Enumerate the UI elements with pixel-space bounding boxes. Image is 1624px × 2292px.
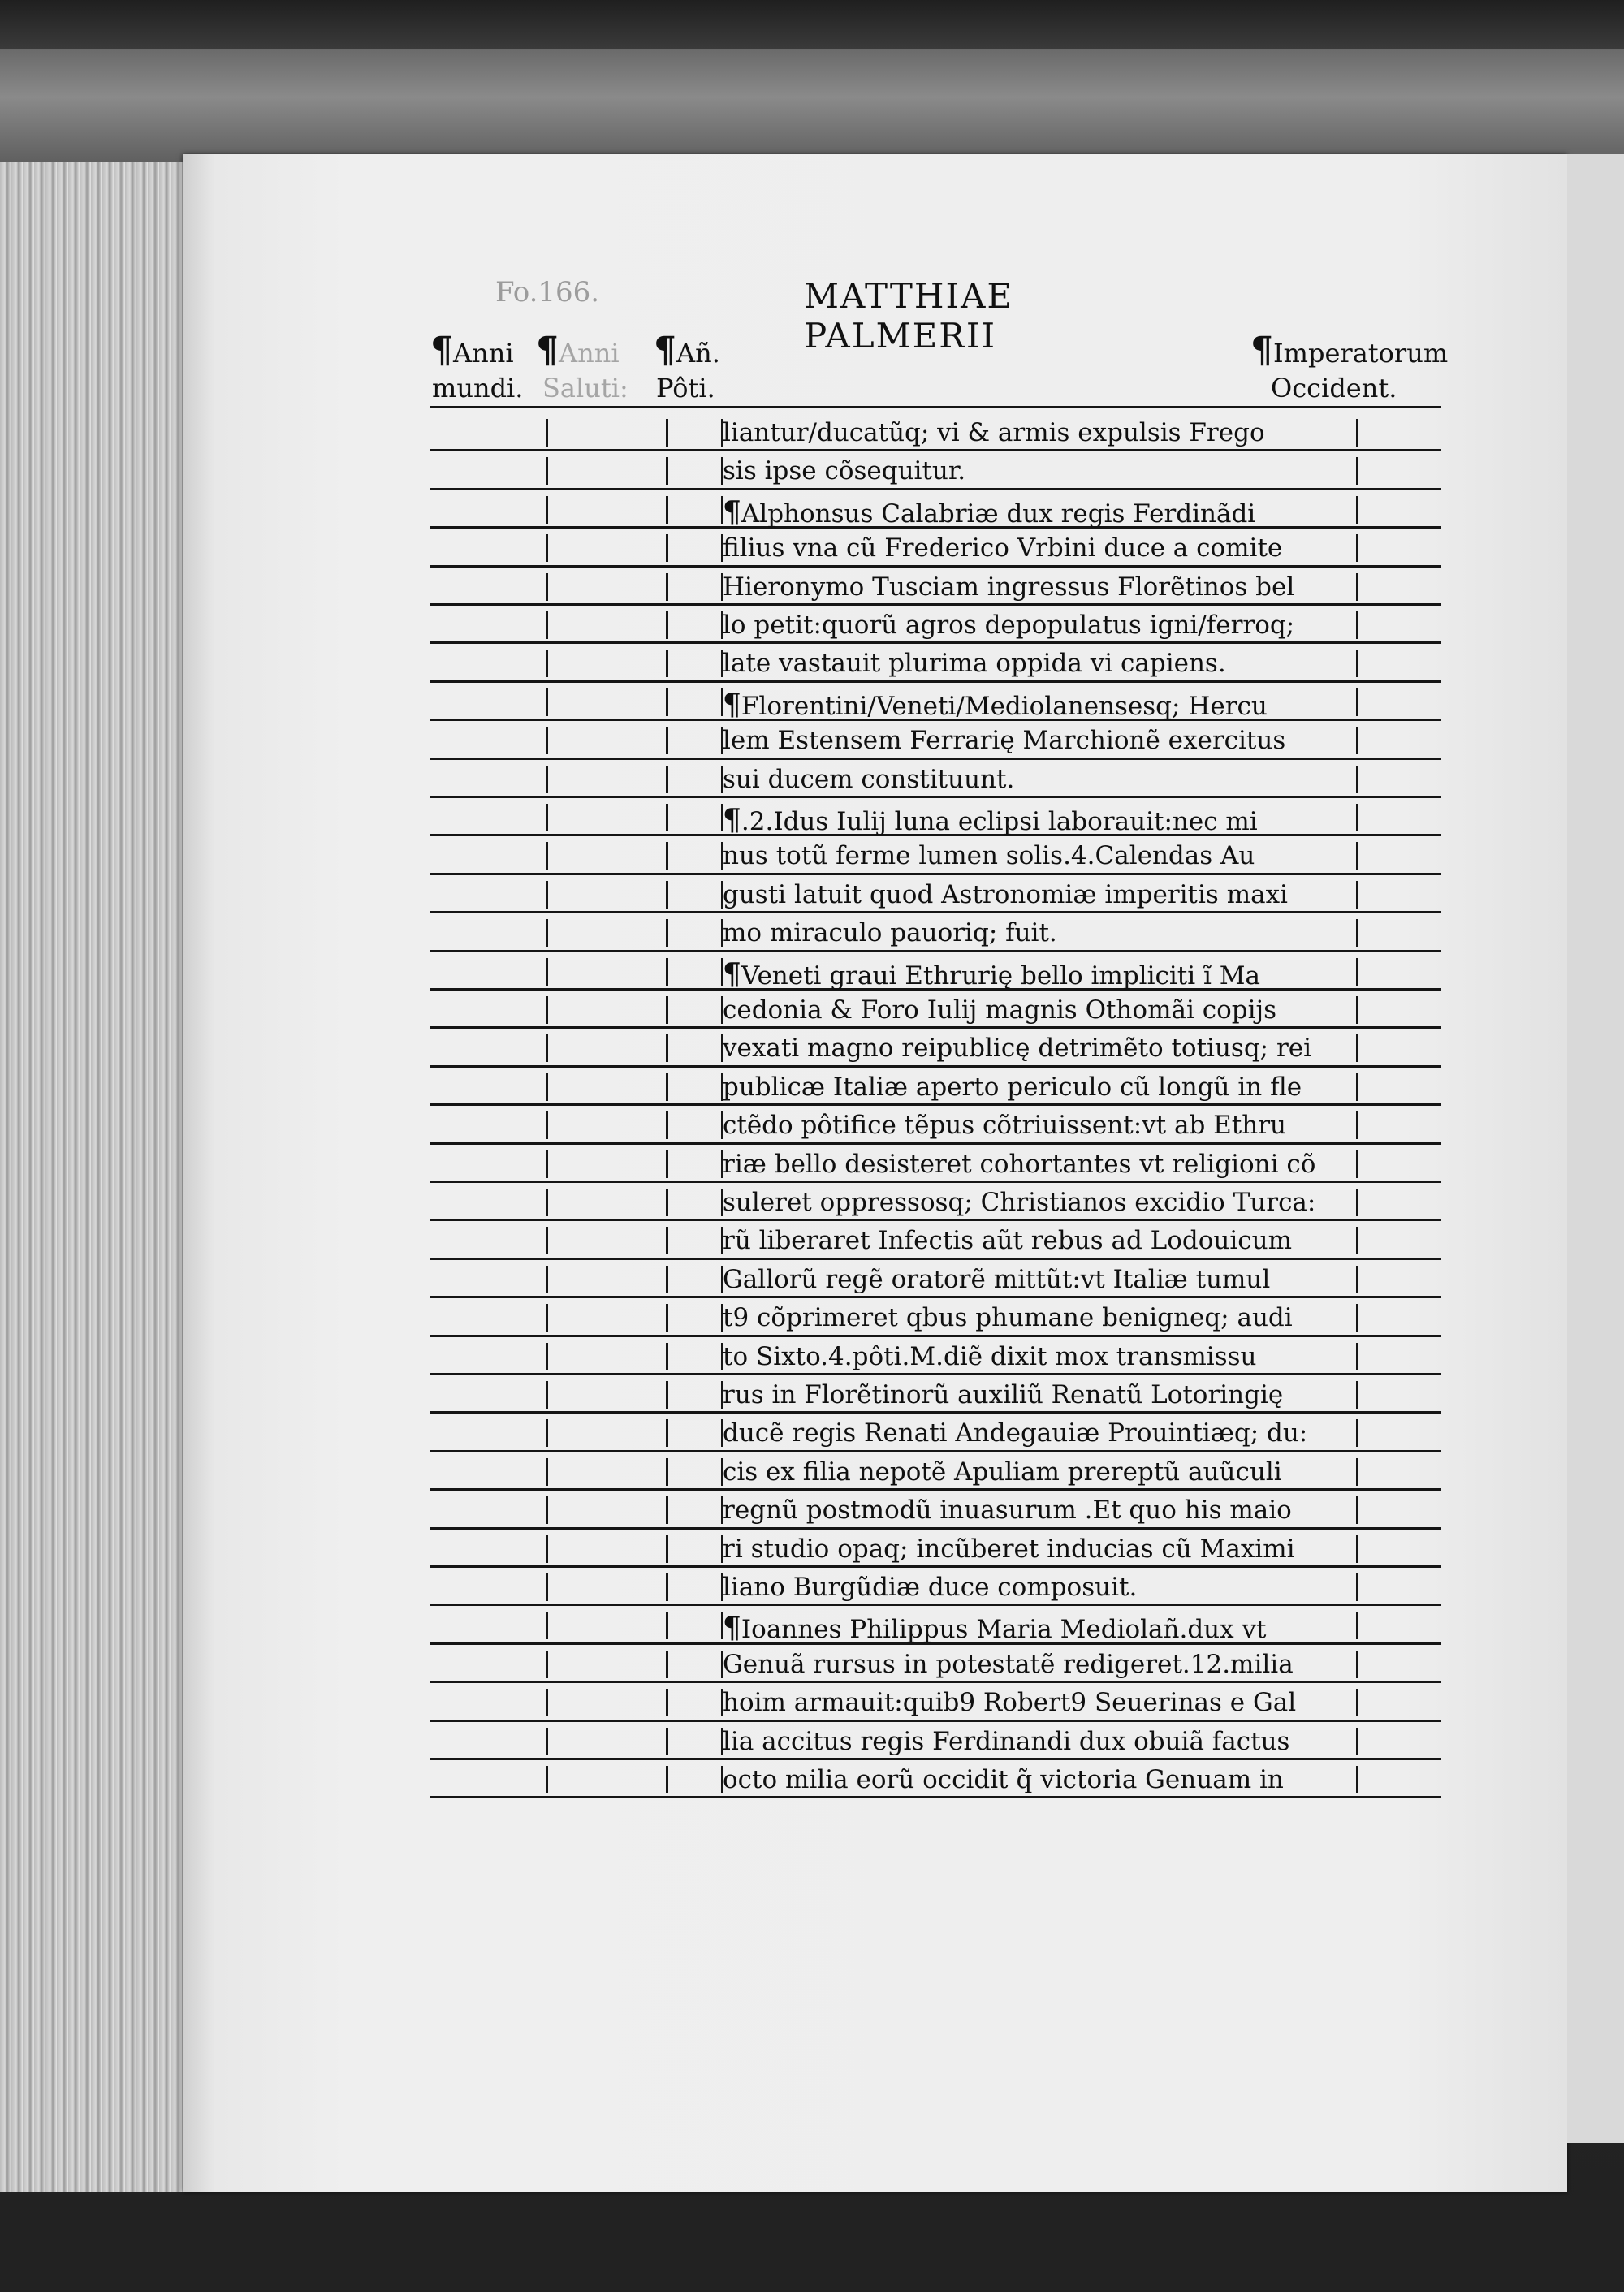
- text-line: [723, 995, 1277, 1025]
- column-divider: [666, 1612, 668, 1639]
- row-rule: [430, 1065, 1441, 1068]
- column-divider: [666, 996, 668, 1024]
- row-rule: [430, 758, 1441, 760]
- text-line: [723, 1264, 1271, 1294]
- column-divider: [1356, 534, 1358, 562]
- pilcrow-icon: ¶: [654, 330, 676, 371]
- column-divider: [1356, 881, 1358, 909]
- text-line-content: riæ bello desisteret cohortantes vt religioni cõ: [723, 1149, 1316, 1179]
- column-divider: [666, 958, 668, 986]
- column-divider: [1356, 1381, 1358, 1409]
- text-line-content: Gallorũ regẽ oratorẽ mittũt:vt Italiæ tumul: [723, 1264, 1271, 1294]
- column-divider: [1356, 1535, 1358, 1563]
- column-divider: [546, 1573, 548, 1601]
- text-line-content: ctẽdo pôtifice tẽpus cõtriuissent:vt ab Ethru: [723, 1111, 1286, 1141]
- text-line: [723, 1611, 1267, 1646]
- column-divider: [1356, 573, 1358, 601]
- column-divider: [546, 419, 548, 447]
- column-divider: [666, 1766, 668, 1793]
- column-divider: [1356, 1651, 1358, 1678]
- column-divider: [546, 1266, 548, 1293]
- text-line: [723, 841, 1255, 871]
- column-divider: [666, 1034, 668, 1062]
- column-divider: [666, 1381, 668, 1409]
- column-divider: [666, 1573, 668, 1601]
- column-subheader-occident: Occident.: [1271, 373, 1397, 404]
- text-line: [723, 1457, 1282, 1487]
- column-divider: [1356, 1612, 1358, 1639]
- text-line: [723, 1649, 1294, 1679]
- column-divider: [546, 919, 548, 947]
- column-divider: [1356, 496, 1358, 524]
- text-line-content: Genuã rursus in potestatẽ redigeret.12.milia: [723, 1649, 1294, 1679]
- column-divider: [666, 1073, 668, 1101]
- column-divider: [666, 419, 668, 447]
- row-rule: [430, 1758, 1441, 1760]
- column-divider: [1356, 1304, 1358, 1332]
- row-rule: [430, 1565, 1441, 1568]
- column-header-anni-salutis: ¶Anni: [536, 330, 620, 371]
- column-divider: [666, 650, 668, 677]
- column-divider: [666, 804, 668, 831]
- column-divider: [666, 1689, 668, 1716]
- row-rule: [430, 1720, 1441, 1722]
- row-rule: [430, 1258, 1441, 1260]
- bleedthrough-text: Fo.166.: [495, 276, 600, 309]
- row-rule: [430, 1681, 1441, 1683]
- text-line: [723, 533, 1283, 563]
- column-divider: [1356, 1227, 1358, 1254]
- text-line-content: lia accitus regis Ferdinandi dux obuiã factus: [723, 1726, 1290, 1756]
- column-divider: [1356, 958, 1358, 986]
- column-divider: [546, 1227, 548, 1254]
- text-line: [723, 1496, 1292, 1526]
- column-divider: [546, 1343, 548, 1370]
- column-divider: [1356, 1111, 1358, 1139]
- text-line: [723, 418, 1265, 447]
- column-divider: [546, 688, 548, 716]
- column-divider: [666, 573, 668, 601]
- text-line-content: suleret oppressosq; Christianos excidio Turca:: [723, 1188, 1316, 1217]
- column-divider: [666, 1458, 668, 1486]
- row-rule: [430, 1488, 1441, 1491]
- text-line: [723, 1034, 1312, 1064]
- text-line-content: Ioannes Philippus Maria Mediolañ.dux vt: [741, 1615, 1267, 1645]
- row-rule: [430, 641, 1441, 644]
- column-divider: [1356, 457, 1358, 485]
- text-line-content: to Sixto.4.pôti.M.diẽ dixit mox transmissu: [723, 1341, 1257, 1371]
- column-divider: [546, 1458, 548, 1486]
- column-divider: [546, 457, 548, 485]
- column-divider: [666, 1496, 668, 1524]
- text-line: [723, 1380, 1284, 1409]
- column-subheader-mundi: mundi.: [432, 373, 524, 404]
- column-divider: [546, 1381, 548, 1409]
- column-divider: [1356, 1266, 1358, 1293]
- text-line-content: octo milia eorũ occidit q̃ victoria Genuam in: [723, 1765, 1284, 1794]
- text-line: [723, 764, 1015, 794]
- column-divider: [546, 496, 548, 524]
- text-line-content: mo miraculo pauoriq; fuit.: [723, 918, 1057, 948]
- text-line: [723, 494, 1256, 529]
- column-divider: [546, 650, 548, 677]
- row-rule: [430, 796, 1441, 798]
- column-subheader-salutis: Saluti:: [542, 373, 628, 404]
- text-line-content: t9 cõprimeret qbus phumane benigneq; audi: [723, 1303, 1293, 1333]
- column-divider: [546, 1189, 548, 1216]
- text-line-content: Hieronymo Tusciam ingressus Florẽtinos bel: [723, 572, 1295, 602]
- text-line: [723, 1111, 1286, 1141]
- text-line: [723, 1228, 1292, 1254]
- row-rule: [430, 1604, 1441, 1606]
- row-rule: [430, 1219, 1441, 1221]
- column-divider: [666, 881, 668, 909]
- text-line: [723, 726, 1286, 756]
- row-rule: [430, 1142, 1441, 1145]
- column-divider: [1356, 1150, 1358, 1178]
- column-header-an-ponti: ¶Añ.: [654, 330, 720, 371]
- column-divider: [666, 1343, 668, 1370]
- column-divider: [1356, 688, 1358, 716]
- text-line-content: Alphonsus Calabriæ dux regis Ferdinãdi: [741, 499, 1256, 529]
- column-divider: [1356, 1573, 1358, 1601]
- column-divider: [666, 457, 668, 485]
- text-line-content: lo petit:quorũ agros depopulatus igni/ferroq;: [723, 611, 1295, 640]
- text-line: [723, 1072, 1302, 1102]
- pilcrow-icon: ¶: [723, 687, 741, 722]
- row-rule: [430, 1796, 1441, 1798]
- column-divider: [666, 688, 668, 716]
- column-divider: [546, 1535, 548, 1563]
- column-divider: [546, 1689, 548, 1716]
- column-header-anni-mundi: ¶Anni: [430, 330, 514, 371]
- text-line: [723, 687, 1268, 722]
- text-line-content: late vastauit plurima oppida vi capiens.: [723, 649, 1226, 679]
- column-divider: [666, 766, 668, 793]
- book-top-edge: [0, 49, 1624, 170]
- text-line: [723, 1418, 1308, 1448]
- text-line-content: cedonia & Foro Iulij magnis Othomãi copijs: [723, 995, 1277, 1025]
- text-line-content: nus totũ ferme lumen solis.4.Calendas Au: [723, 841, 1255, 871]
- text-line-content: sui ducem constituunt.: [723, 764, 1015, 794]
- column-divider: [546, 1073, 548, 1101]
- column-divider: [1356, 1073, 1358, 1101]
- column-divider: [666, 1728, 668, 1755]
- text-line: [723, 1575, 1137, 1600]
- text-line: [723, 1726, 1290, 1756]
- row-rule: [430, 950, 1441, 952]
- column-divider: [666, 1266, 668, 1293]
- column-divider: [1356, 1689, 1358, 1716]
- text-line: [723, 649, 1226, 679]
- column-divider: [1356, 727, 1358, 754]
- text-line-content: Florentini/Veneti/Mediolanensesq; Hercu: [741, 691, 1268, 721]
- text-line: [723, 1534, 1295, 1564]
- text-line-content: sis ipse cõsequitur.: [723, 456, 966, 486]
- text-line-content: hoim armauit:quib9 Robert9 Seuerinas e Gal: [723, 1688, 1297, 1718]
- row-rule: [430, 1026, 1441, 1029]
- column-divider: [1356, 996, 1358, 1024]
- row-rule: [430, 1411, 1441, 1414]
- column-divider: [666, 496, 668, 524]
- row-rule: [430, 449, 1441, 451]
- pilcrow-icon: ¶: [536, 330, 559, 371]
- column-divider: [1356, 419, 1358, 447]
- column-divider: [546, 1728, 548, 1755]
- column-divider: [1356, 842, 1358, 870]
- column-divider: [546, 842, 548, 870]
- column-divider: [1356, 1034, 1358, 1062]
- pilcrow-icon: ¶: [1250, 330, 1273, 371]
- column-subheader-ponti: Pôti.: [656, 373, 715, 404]
- text-line-content: publicæ Italiæ aperto periculo cũ longũ in fle: [723, 1072, 1302, 1102]
- text-line-content: gusti latuit quod Astronomiæ imperitis maxi: [723, 879, 1288, 909]
- column-divider: [666, 919, 668, 947]
- row-rule: [430, 1296, 1441, 1298]
- column-divider: [1356, 1766, 1358, 1793]
- text-line: [723, 879, 1288, 909]
- row-rule: [430, 1373, 1441, 1375]
- text-line: [723, 805, 1258, 835]
- row-rule: [430, 565, 1441, 568]
- column-divider: [666, 1189, 668, 1216]
- row-rule: [430, 911, 1441, 913]
- text-line-content: cis ex filia nepotẽ Apuliam prereptũ auũculi: [723, 1457, 1282, 1487]
- page-stack-edge: [0, 162, 187, 2192]
- column-header-imperatorum: ¶Imperatorum: [1250, 330, 1449, 371]
- column-divider: [1356, 1496, 1358, 1524]
- column-divider: [1356, 804, 1358, 831]
- text-line: [723, 1341, 1257, 1371]
- column-divider: [666, 1304, 668, 1332]
- text-line-content: .2.Idus Iulij luna eclipsi laborauit:nec mi: [741, 807, 1258, 836]
- running-head: MATTHIAE PALMERII: [804, 276, 1014, 356]
- column-divider: [666, 1150, 668, 1178]
- text-line-content: rus in Florẽtinorũ auxiliũ Renatũ Lotoringię: [723, 1380, 1284, 1409]
- row-rule: [430, 488, 1441, 490]
- row-rule: [430, 603, 1441, 606]
- column-divider: [1356, 1189, 1358, 1216]
- text-line-content: filius vna cũ Frederico Vrbini duce a comite: [723, 533, 1283, 563]
- column-divider: [546, 804, 548, 831]
- column-divider: [546, 1111, 548, 1139]
- text-line-content: Veneti graui Ethrurię bello impliciti ĩ Ma: [741, 960, 1260, 991]
- column-divider: [546, 1612, 548, 1639]
- column-divider: [546, 881, 548, 909]
- column-divider: [666, 842, 668, 870]
- column-divider: [666, 1419, 668, 1447]
- column-divider: [1356, 1343, 1358, 1370]
- column-divider: [546, 996, 548, 1024]
- header-rule: [430, 406, 1441, 408]
- pilcrow-icon: ¶: [430, 330, 453, 371]
- row-rule: [430, 1103, 1441, 1106]
- text-line-content: ri studio opaq; incũberet inducias cũ Maximi: [723, 1534, 1295, 1564]
- column-divider: [546, 1496, 548, 1524]
- column-divider: [546, 1304, 548, 1332]
- column-divider: [666, 1651, 668, 1678]
- column-divider: [666, 534, 668, 562]
- text-line: [723, 1765, 1284, 1794]
- text-line-content: lem Estensem Ferrarię Marchionẽ exercitus: [723, 726, 1286, 756]
- text-line-content: liantur/ducatũq; vi & armis expulsis Frego: [723, 418, 1265, 447]
- pilcrow-icon: ¶: [723, 1611, 741, 1646]
- column-divider: [546, 958, 548, 986]
- row-rule: [430, 1335, 1441, 1337]
- column-divider: [546, 1034, 548, 1062]
- column-divider: [666, 1111, 668, 1139]
- text-line: [723, 956, 1260, 991]
- text-line: [723, 1149, 1316, 1179]
- column-divider: [1356, 1728, 1358, 1755]
- text-line-content: vexati magno reipublicę detrimẽto totiusq; rei: [723, 1034, 1312, 1064]
- row-rule: [430, 1181, 1441, 1183]
- column-divider: [546, 1651, 548, 1678]
- column-divider: [666, 727, 668, 754]
- column-divider: [1356, 1458, 1358, 1486]
- row-rule: [430, 873, 1441, 875]
- text-line-content: ducẽ regis Renati Andegauiæ Prouintiæq; du:: [723, 1418, 1308, 1448]
- text-line: [723, 572, 1295, 602]
- column-divider: [546, 1150, 548, 1178]
- text-line-content: rũ liberaret Infectis aũt rebus ad Lodouicum: [723, 1226, 1292, 1256]
- row-rule: [430, 1527, 1441, 1530]
- text-line-content: liano Burgũdiæ duce composuit.: [723, 1573, 1138, 1602]
- pilcrow-icon: ¶: [723, 494, 741, 529]
- text-line: [723, 918, 1057, 948]
- column-divider: [546, 611, 548, 639]
- pilcrow-icon: ¶: [723, 956, 741, 991]
- column-divider: [546, 727, 548, 754]
- text-line: [723, 1690, 1296, 1716]
- column-divider: [1356, 1419, 1358, 1447]
- column-divider: [666, 1535, 668, 1563]
- column-divider: [546, 534, 548, 562]
- column-divider: [1356, 650, 1358, 677]
- column-divider: [546, 1419, 548, 1447]
- pilcrow-icon: ¶: [723, 803, 741, 837]
- facing-page-edge: [1567, 154, 1624, 2143]
- column-divider: [1356, 611, 1358, 639]
- row-rule: [430, 1450, 1441, 1452]
- text-line: [723, 1190, 1315, 1215]
- row-rule: [430, 680, 1441, 683]
- column-divider: [546, 766, 548, 793]
- text-line: [723, 1303, 1293, 1333]
- column-divider: [546, 1766, 548, 1793]
- column-divider: [546, 573, 548, 601]
- column-divider: [1356, 919, 1358, 947]
- column-divider: [666, 1227, 668, 1254]
- text-line: [723, 456, 966, 486]
- text-line-content: regnũ postmodũ inuasurum .Et quo his maio: [723, 1496, 1292, 1526]
- column-divider: [1356, 766, 1358, 793]
- column-divider: [666, 611, 668, 639]
- text-line: [723, 613, 1294, 638]
